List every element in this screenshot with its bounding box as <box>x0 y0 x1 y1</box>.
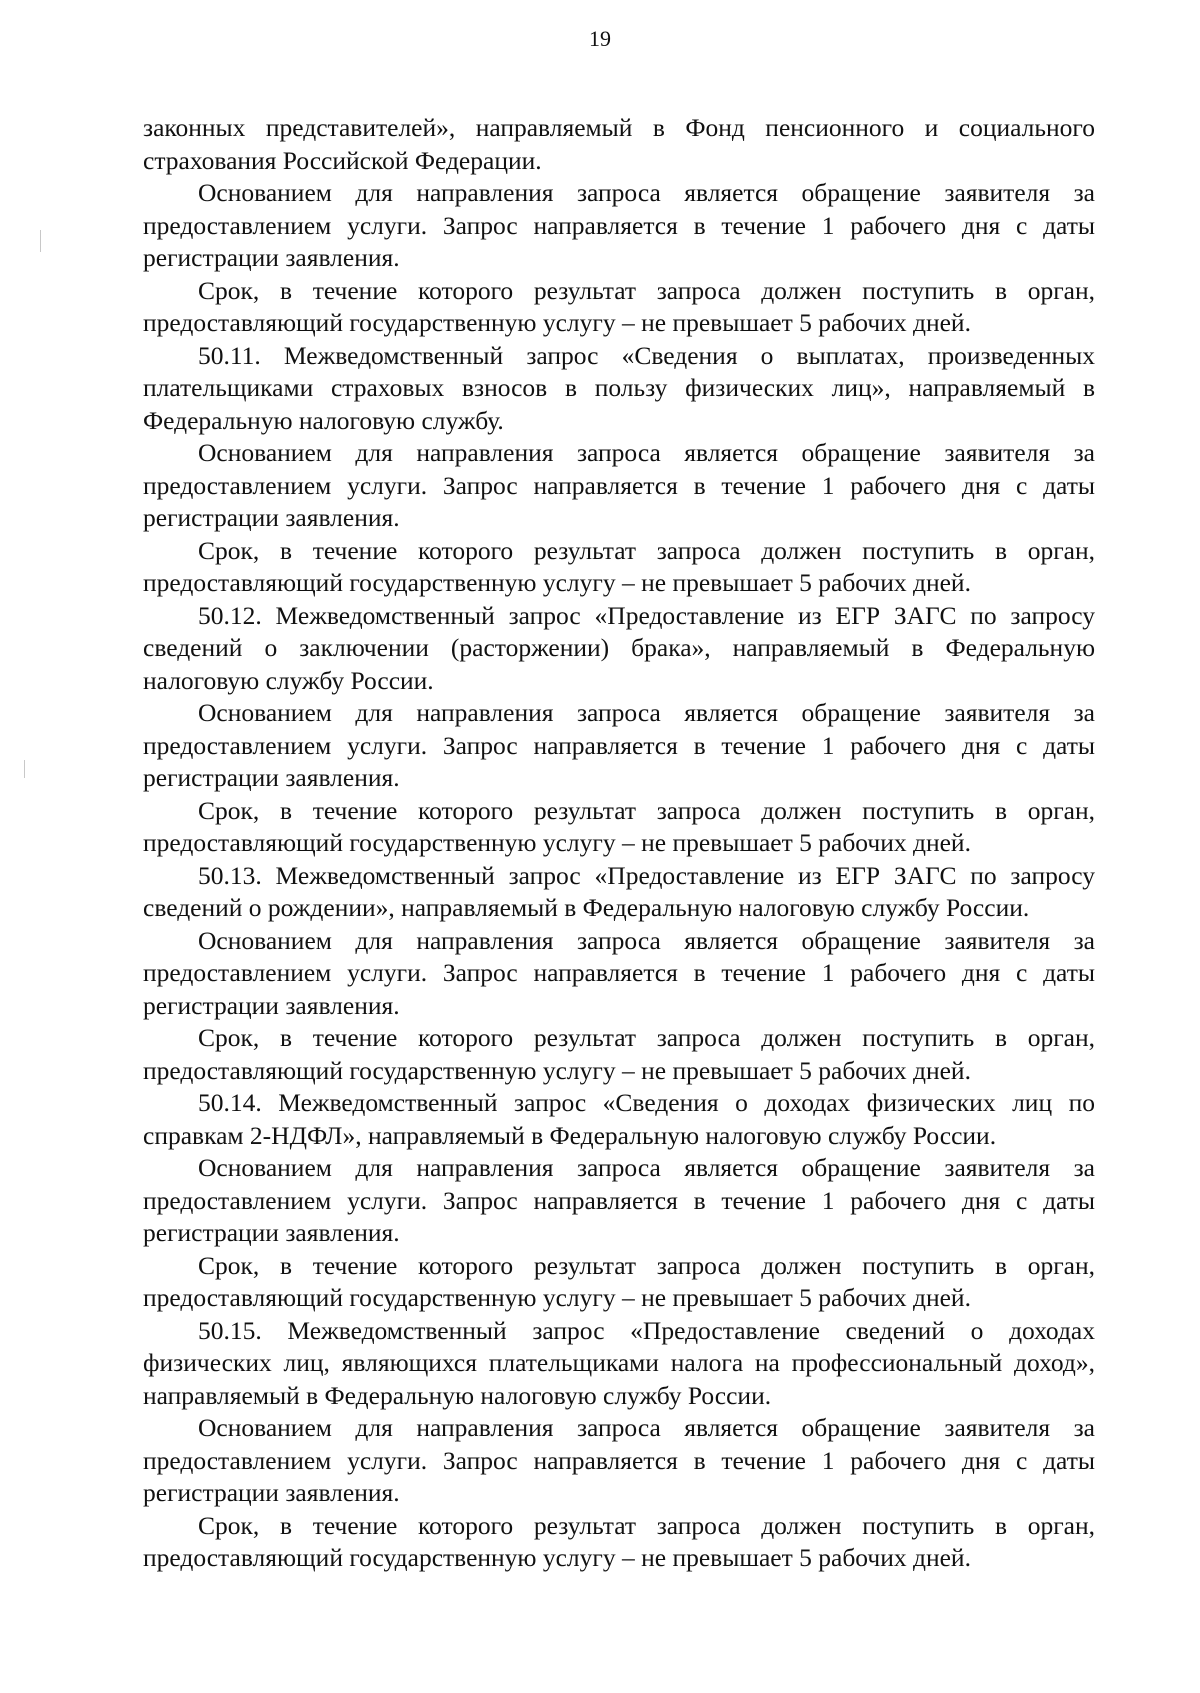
paragraph-deadline: Срок, в течение которого результат запроса должен поступить в орган, предоставляющий государственную услугу – не превышает 5 рабочих дней. <box>143 1023 1095 1085</box>
scan-artifact <box>40 230 41 252</box>
clause-50-15: 50.15. Межведомственный запрос «Предоставление сведений о доходах физических лиц, являющихся плательщиками налога на профессиональный доход», направляемый в Федеральную налоговую службу России. <box>143 1315 1095 1410</box>
paragraph-deadline: Срок, в течение которого результат запроса должен поступить в орган, предоставляющий государственную услугу – не превышает 5 рабочих дней. <box>143 1250 1095 1312</box>
document-body <box>143 112 1095 1575</box>
page-number: 19 <box>589 26 611 51</box>
paragraph-basis: Основанием для направления запроса является обращение заявителя за предоставлением услуги. Запрос направляется в течение 1 рабочего дня с даты регистрации заявления. <box>143 178 1095 272</box>
scan-artifact <box>24 760 25 778</box>
clause-50-12: 50.12. Межведомственный запрос «Предоставление из ЕГР ЗАГС по запросу сведений о заключении (расторжении) брака», направляемый в Федеральную налоговую службу России. <box>143 600 1095 695</box>
paragraph-deadline: Срок, в течение которого результат запроса должен поступить в орган, предоставляющий государственную услугу – не превышает 5 рабочих дней. <box>143 795 1095 857</box>
clause-50-11: 50.11. Межведомственный запрос «Сведения о выплатах, произведенных плательщиками страховых взносов в пользу физических лиц», направляемый в Федеральную налоговую службу. <box>143 340 1095 435</box>
paragraph-deadline: Срок, в течение которого результат запроса должен поступить в орган, предоставляющий государственную услугу – не превышает 5 рабочих дней. <box>143 275 1095 337</box>
paragraph-basis: Основанием для направления запроса является обращение заявителя за предоставлением услуги. Запрос направляется в течение 1 рабочего дня с даты регистрации заявления. <box>143 925 1095 1020</box>
paragraph-deadline: Срок, в течение которого результат запроса должен поступить в орган, предоставляющий государственную услугу – не превышает 5 рабочих дней. <box>143 535 1095 597</box>
paragraph-basis: Основанием для направления запроса является обращение заявителя за предоставлением услуги. Запрос направляется в течение 1 рабочего дня с даты регистрации заявления. <box>143 438 1095 532</box>
paragraph-continuation: законных представителей», направляемый в Фонд пенсионного и социального страхования Российской Федерации. <box>143 113 1095 175</box>
paragraph-basis: Основанием для направления запроса является обращение заявителя за предоставлением услуги. Запрос направляется в течение 1 рабочего дня с даты регистрации заявления. <box>143 698 1095 792</box>
paragraph-basis: Основанием для направления запроса является обращение заявителя за предоставлением услуги. Запрос направляется в течение 1 рабочего дня с даты регистрации заявления. <box>143 1153 1095 1247</box>
clause-50-14: 50.14. Межведомственный запрос «Сведения о доходах физических лиц по справкам 2-НДФЛ», направляемый в Федеральную налоговую службу России. <box>143 1088 1095 1150</box>
clause-50-13: 50.13. Межведомственный запрос «Предоставление из ЕГР ЗАГС по запросу сведений о рождении», направляемый в Федеральную налоговую службу России. <box>143 860 1095 922</box>
paragraph-deadline: Срок, в течение которого результат запроса должен поступить в орган, предоставляющий государственную услугу – не превышает 5 рабочих дней. <box>143 1510 1095 1572</box>
paragraph-basis: Основанием для направления запроса является обращение заявителя за предоставлением услуги. Запрос направляется в течение 1 рабочего дня с даты регистрации заявления. <box>143 1413 1095 1507</box>
